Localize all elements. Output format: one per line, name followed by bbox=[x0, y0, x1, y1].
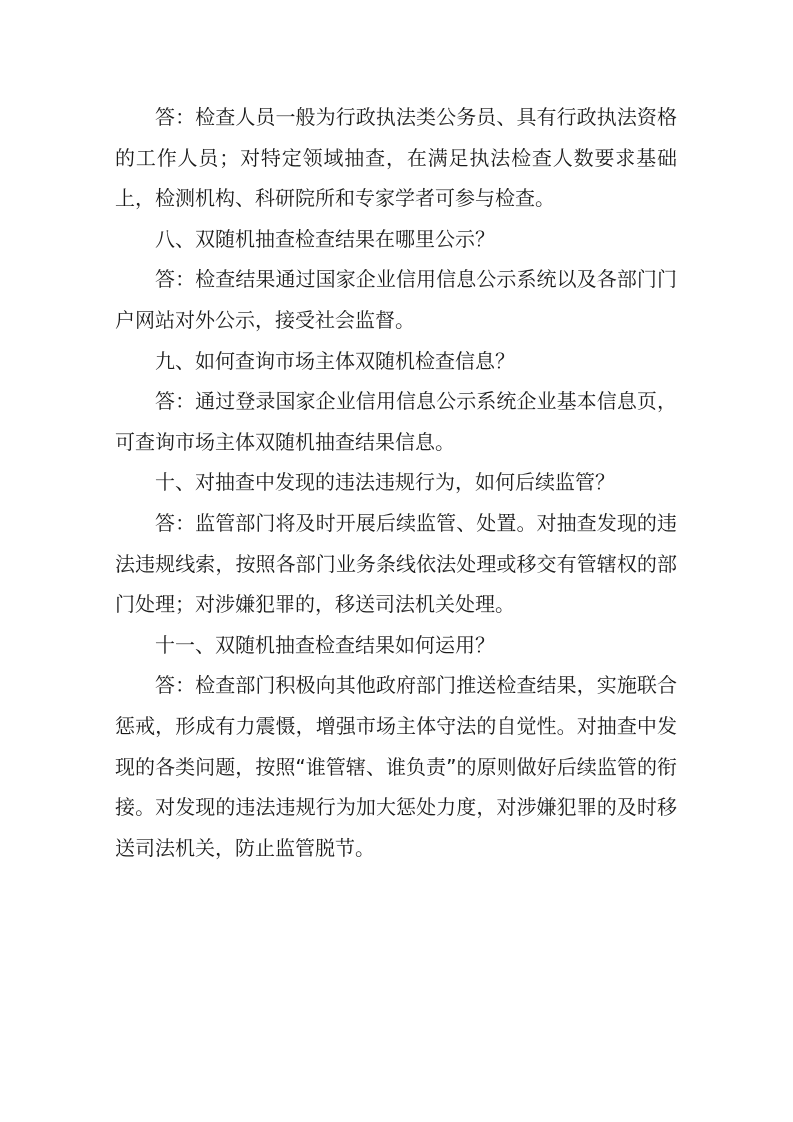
answer-paragraph: 答：通过登录国家企业信用信息公示系统企业基本信息页，可查询市场主体双随机抽查结果信息。 bbox=[115, 389, 677, 454]
question-heading: 十、对抽查中发现的违法违规行为，如何后续监管？ bbox=[155, 470, 615, 495]
question-heading: 九、如何查询市场主体双随机检查信息？ bbox=[155, 348, 515, 373]
answer-paragraph: 答：检查结果通过国家企业信用信息公示系统以及各部门门户网站对外公示，接受社会监督。 bbox=[115, 267, 677, 332]
answer-paragraph: 答：监管部门将及时开展后续监管、处置。对抽查发现的违法违规线索，按照各部门业务条线依法处理或移交有管辖权的部门处理；对涉嫌犯罪的，移送司法机关处理。 bbox=[115, 510, 677, 617]
answer-paragraph: 答：检查部门积极向其他政府部门推送检查结果，实施联合惩戒，形成有力震慑，增强市场主体守法的自觉性。对抽查中发现的各类问题，按照“谁管辖、谁负责”的原则做好后续监管的衔接。对发现的违法违规行为加大惩处力度，对涉嫌犯罪的及时移送司法机关，防止监管脱节。 bbox=[115, 673, 677, 860]
question-heading: 八、双随机抽查检查结果在哪里公示？ bbox=[155, 226, 495, 251]
answer-paragraph: 答：检查人员一般为行政执法类公务员、具有行政执法资格的工作人员；对特定领域抽查，在满足执法检查人数要求基础上，检测机构、科研院所和专家学者可参与检查。 bbox=[115, 105, 677, 211]
question-heading: 十一、双随机抽查检查结果如何运用？ bbox=[155, 632, 495, 657]
document-body bbox=[115, 97, 677, 868]
